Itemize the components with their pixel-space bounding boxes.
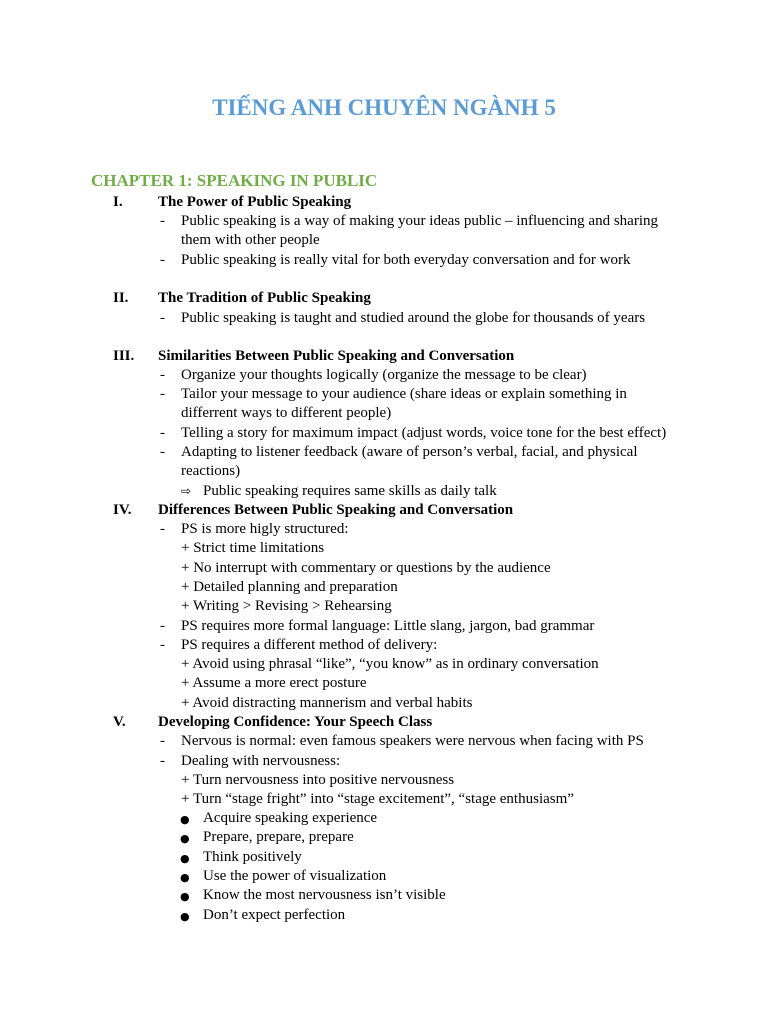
- section-heading: The Tradition of Public Speaking: [158, 290, 371, 306]
- bullet-icon: ●: [180, 852, 190, 865]
- body-line: + Assume a more erect posture: [181, 675, 367, 691]
- body-line: PS requires a different method of delivery:: [181, 637, 438, 653]
- section-number: I.: [113, 194, 123, 210]
- body-line: Telling a story for maximum impact (adjust words, voice tone for the best effect): [181, 425, 667, 441]
- bullet-item: Prepare, prepare, prepare: [203, 829, 354, 845]
- body-line: Public speaking is a way of making your ideas public – influencing and sharing: [181, 213, 658, 229]
- body-line: differrent ways to different people): [181, 405, 392, 421]
- body-line: them with other people: [181, 232, 320, 248]
- dash-marker: -: [160, 252, 165, 268]
- dash-marker: -: [160, 637, 165, 653]
- conclusion-line: Public speaking requires same skills as daily talk: [203, 483, 497, 499]
- body-line: reactions): [181, 463, 241, 479]
- bullet-item: Use the power of visualization: [203, 868, 387, 884]
- dash-marker: -: [160, 444, 165, 460]
- section-number: V.: [113, 714, 126, 730]
- document-title: TIẾNG ANH CHUYÊN NGÀNH 5: [212, 95, 556, 120]
- body-line: + Turn nervousness into positive nervousness: [181, 772, 455, 788]
- bullet-item: Know the most nervousness isn’t visible: [203, 887, 446, 903]
- body-line: PS requires more formal language: Little slang, jargon, bad grammar: [181, 618, 595, 634]
- section-heading: The Power of Public Speaking: [158, 194, 352, 210]
- bullet-item: Acquire speaking experience: [203, 810, 378, 826]
- body-line: + No interrupt with commentary or questions by the audience: [181, 560, 551, 576]
- dash-marker: -: [160, 213, 165, 229]
- arrow-icon: ⇨: [181, 484, 192, 498]
- body-line: + Avoid using phrasal “like”, “you know” as in ordinary conversation: [181, 656, 599, 672]
- dash-marker: -: [160, 367, 165, 383]
- body-line: + Detailed planning and preparation: [181, 579, 398, 595]
- dash-marker: -: [160, 425, 165, 441]
- section-heading: Similarities Between Public Speaking and Conversation: [158, 348, 515, 364]
- bullet-item: Think positively: [203, 849, 302, 865]
- body-line: Dealing with nervousness:: [181, 753, 341, 769]
- section-heading: Differences Between Public Speaking and Conversation: [158, 502, 514, 518]
- dash-marker: -: [160, 753, 165, 769]
- dash-marker: -: [160, 618, 165, 634]
- body-line: + Writing > Revising > Rehearsing: [181, 598, 392, 614]
- bullet-item: Don’t expect perfection: [203, 907, 346, 923]
- dash-marker: -: [160, 521, 165, 537]
- chapter-heading: CHAPTER 1: SPEAKING IN PUBLIC: [91, 171, 378, 190]
- body-line: PS is more higly structured:: [181, 521, 349, 537]
- dash-marker: -: [160, 310, 165, 326]
- section-number: IV.: [113, 502, 132, 518]
- section-number: III.: [113, 348, 135, 364]
- section-number: II.: [113, 290, 129, 306]
- bullet-icon: ●: [180, 910, 190, 923]
- body-line: Organize your thoughts logically (organize the message to be clear): [181, 367, 587, 383]
- bullet-icon: ●: [180, 832, 190, 845]
- bullet-icon: ●: [180, 890, 190, 903]
- body-line: Tailor your message to your audience (share ideas or explain something in: [181, 386, 627, 402]
- section-heading: Developing Confidence: Your Speech Class: [158, 714, 433, 730]
- dash-marker: -: [160, 733, 165, 749]
- body-line: + Turn “stage fright” into “stage excitement”, “stage enthusiasm”: [181, 791, 574, 807]
- body-line: Nervous is normal: even famous speakers were nervous when facing with PS: [181, 733, 644, 749]
- body-line: Public speaking is really vital for both everyday conversation and for work: [181, 252, 631, 268]
- body-line: + Strict time limitations: [181, 540, 325, 556]
- dash-marker: -: [160, 386, 165, 402]
- bullet-icon: ●: [180, 871, 190, 884]
- body-line: + Avoid distracting mannerism and verbal habits: [181, 695, 473, 711]
- body-line: Adapting to listener feedback (aware of person’s verbal, facial, and physical: [181, 444, 638, 460]
- bullet-icon: ●: [180, 813, 190, 826]
- body-line: Public speaking is taught and studied around the globe for thousands of years: [181, 310, 646, 326]
